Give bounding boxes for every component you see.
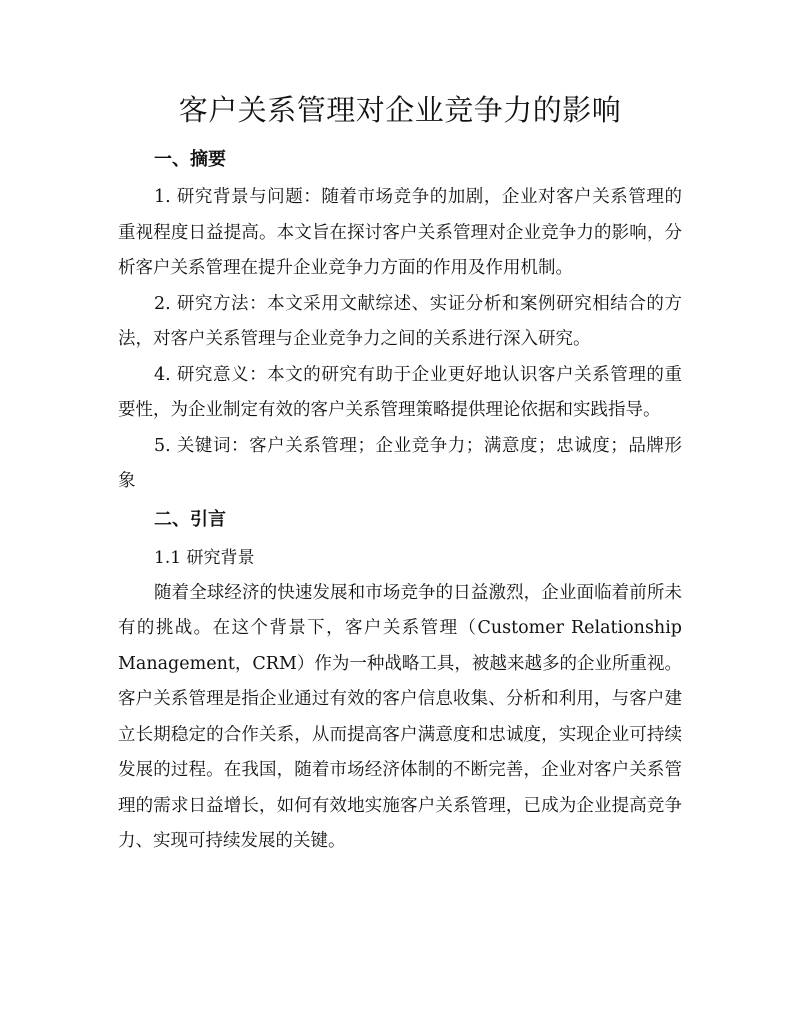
research-background-paragraph: 随着全球经济的快速发展和市场竞争的日益激烈，企业面临着前所未有的挑战。在这个背景下，客户关系管理（Customer Relationship Management，CRM）作为一种战略工具，被越来越多的企业所重视。客户关系管理是指企业通过有效的客户信息收集、分析和利用，与客户建立长期稳定的合作关系，从而提高客户满意度和忠诚度，实现企业可持续发展的过程。在我国，随着市场经济体制的不断完善，企业对客户关系管理的需求日益增长，如何有效地实施客户关系管理，已成为企业提高竞争力、实现可持续发展的关键。: [118, 582, 682, 851]
abstract-background-paragraph: 1. 研究背景与问题：随着市场竞争的加剧，企业对客户关系管理的重视程度日益提高。本文旨在探讨客户关系管理对企业竞争力的影响，分析客户关系管理在提升企业竞争力方面的作用及作用机制。: [118, 187, 682, 278]
introduction-heading: 二、引言: [154, 508, 226, 530]
abstract-keywords-paragraph: 5. 关键词：客户关系管理；企业竞争力；满意度；忠诚度；品牌形象: [118, 435, 682, 491]
document-title: 客户关系管理对企业竞争力的影响: [178, 93, 622, 127]
abstract-method-paragraph: 2. 研究方法：本文采用文献综述、实证分析和案例研究相结合的方法，对客户关系管理与企业竞争力之间的关系进行深入研究。: [118, 293, 682, 349]
abstract-heading: 一、摘要: [154, 149, 226, 170]
abstract-significance-paragraph: 4. 研究意义：本文的研究有助于企业更好地认识客户关系管理的重要性，为企业制定有效的客户关系管理策略提供理论依据和实践指导。: [118, 364, 682, 420]
document-body: [118, 140, 682, 860]
research-background-subheading: 1.1 研究背景: [154, 547, 255, 568]
